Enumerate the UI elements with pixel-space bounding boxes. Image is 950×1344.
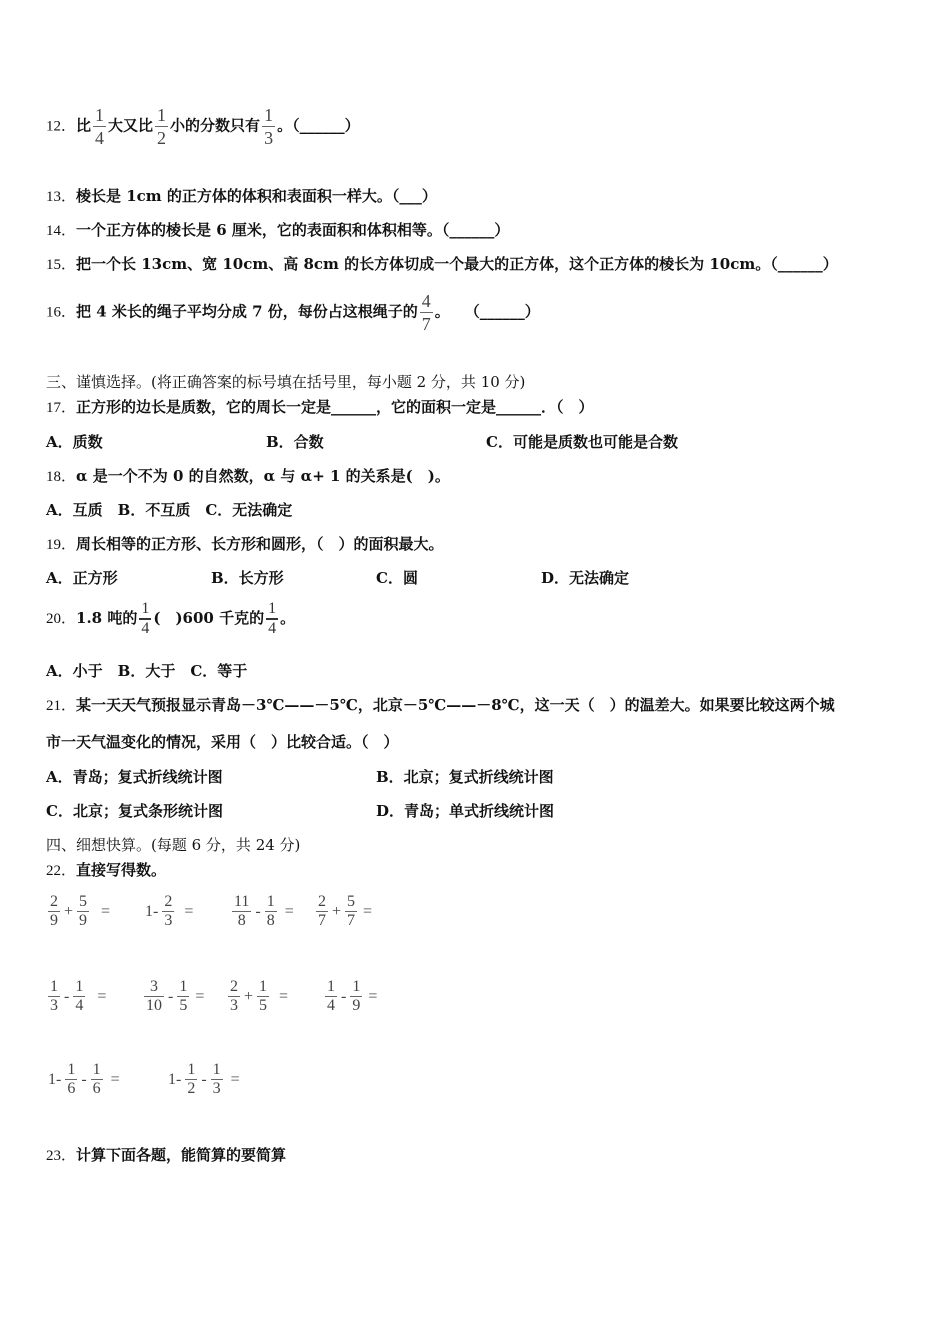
question-text: 某一天天气预报显示青岛－3℃——－5℃，北京－5℃——－8℃，这一天（ ）的温差大。如果要比较这两个城 — [76, 696, 835, 714]
equals-sign: = — [279, 987, 289, 1005]
fraction: $\frac{1}{3}$ — [212, 1061, 221, 1097]
fraction: $\frac{2}{3}$ — [164, 893, 173, 929]
question-text: 棱长是 1cm 的正方体的体积和表面积一样大。（___） — [76, 187, 437, 205]
answer-blank: 。（______） — [277, 116, 360, 135]
question-13 — [46, 186, 437, 207]
section-title: 四、细想快算。(每题 6 分，共 24 分) — [46, 836, 301, 854]
question-15 — [46, 254, 838, 275]
option-c: C．可能是质数也可能是合数 — [486, 433, 678, 451]
operator: - — [201, 1070, 207, 1088]
question-14 — [46, 220, 509, 241]
fraction: $\frac{11}{8}$ — [234, 893, 250, 929]
options-row: A．互质 B．不互质 C．无法确定 — [46, 501, 293, 519]
question-text: 一个正方体的棱长是 6 厘米，它的表面积和体积相等。（______） — [76, 221, 510, 239]
question-17 — [46, 397, 594, 418]
question-text: 直接写得数。 — [76, 861, 167, 879]
calc-item — [143, 893, 195, 930]
question-16 — [46, 290, 540, 335]
question-text: 小的分数只有 — [170, 116, 261, 135]
calc-item — [46, 1061, 122, 1098]
question-12 — [46, 104, 360, 149]
option-c: C．圆 — [376, 569, 418, 587]
fraction: $\frac{4}{7}$ — [421, 291, 431, 334]
equals-sign: = — [284, 902, 294, 920]
fraction: $\frac{1}{4}$ — [268, 600, 277, 637]
calc-item — [142, 978, 206, 1015]
fraction: $\frac{3}{10}$ — [146, 978, 162, 1014]
question-19 — [46, 534, 444, 555]
calc-item — [166, 1061, 242, 1098]
question-text: 计算下面各题，能简算的要简算 — [76, 1146, 287, 1164]
fraction: $\frac{1}{4}$ — [95, 105, 105, 148]
calc-item — [226, 978, 290, 1015]
fraction: $\frac{1}{5}$ — [259, 978, 268, 1014]
equals-sign: = — [110, 1070, 120, 1088]
question-text: 比 — [76, 116, 92, 135]
fraction: $\frac{2}{9}$ — [50, 893, 58, 929]
question-number: 17． — [46, 400, 77, 416]
fraction: $\frac{1}{2}$ — [187, 1061, 196, 1097]
whole-number: 1- — [168, 1070, 182, 1088]
calc-item — [323, 978, 379, 1015]
equals-sign: = — [184, 902, 194, 920]
question-21-line2: 市一天气温变化的情况，采用（ ）比较合适。（ ） — [46, 733, 399, 751]
fraction: $\frac{1}{4}$ — [75, 978, 84, 1014]
option-a: A．正方形 — [46, 569, 118, 587]
calc-item — [314, 893, 374, 930]
option-d: D．无法确定 — [541, 569, 630, 587]
equals-sign: = — [363, 902, 373, 920]
question-text: 大又比 — [108, 116, 154, 135]
answer-blank: 。 （______） — [434, 302, 540, 321]
section-title: 三、谨慎选择。(将正确答案的标号填在括号里，每小题 2 分，共 10 分) — [46, 373, 526, 391]
operator: - — [255, 902, 261, 920]
equals-sign: = — [230, 1070, 240, 1088]
question-20 — [46, 600, 295, 638]
option-a: A．质数 — [46, 433, 103, 451]
question-21 — [46, 695, 835, 716]
question-18 — [46, 466, 450, 487]
whole-number: 1- — [145, 902, 159, 920]
fraction: $\frac{1}{9}$ — [352, 978, 361, 1014]
operator: - — [341, 987, 347, 1005]
equals-sign: = — [368, 987, 378, 1005]
question-number: 13． — [46, 189, 77, 205]
question-number: 22． — [46, 863, 77, 879]
fraction: $\frac{1}{5}$ — [179, 978, 188, 1014]
question-number: 21． — [46, 698, 77, 714]
fraction: $\frac{1}{2}$ — [157, 105, 167, 148]
question-number: 14． — [46, 223, 77, 239]
question-number: 19． — [46, 537, 77, 553]
options-row: A．小于 B．大于 C．等于 — [46, 662, 248, 680]
option-c: C．北京；复式条形统计图 — [46, 802, 223, 820]
fraction: $\frac{5}{7}$ — [347, 893, 356, 929]
fraction: $\frac{5}{9}$ — [79, 893, 88, 929]
question-number: 18． — [46, 469, 77, 485]
question-number: 16． — [46, 304, 77, 321]
fraction: $\frac{1}{8}$ — [266, 893, 275, 929]
section-4-title — [46, 835, 300, 855]
operator: - — [168, 987, 174, 1005]
question-23 — [46, 1145, 286, 1166]
question-text: 1.8 吨的 — [76, 609, 138, 627]
question-number: 20． — [46, 611, 77, 627]
question-text: α 是一个不为 0 的自然数，α 与 α+ 1 的关系是( )。 — [76, 467, 450, 485]
option-d: D．青岛；单式折线统计图 — [376, 802, 555, 820]
fraction: $\frac{1}{4}$ — [327, 978, 335, 1014]
option-b: B．长方形 — [211, 569, 284, 587]
fraction: $\frac{1}{6}$ — [92, 1061, 101, 1097]
operator: + — [64, 902, 74, 920]
calc-item — [46, 893, 112, 930]
operator: - — [81, 1070, 87, 1088]
question-number: 15． — [46, 257, 77, 273]
calc-item — [230, 893, 296, 930]
fraction: $\frac{2}{7}$ — [318, 893, 326, 929]
question-text: 正方形的边长是质数，它的周长一定是______，它的面积一定是______．（ ） — [76, 398, 594, 416]
equals-sign: = — [97, 987, 107, 1005]
fraction: $\frac{1}{6}$ — [67, 1061, 76, 1097]
option-b: B．合数 — [266, 433, 324, 451]
question-22 — [46, 860, 166, 881]
whole-number: 1- — [48, 1070, 62, 1088]
operator: + — [332, 902, 342, 920]
equals-sign: = — [101, 902, 111, 920]
fraction: $\frac{1}{3}$ — [50, 978, 58, 1014]
option-a: A．青岛；复式折线统计图 — [46, 768, 223, 786]
option-b: B．北京；复式折线统计图 — [376, 768, 554, 786]
calc-item — [46, 978, 108, 1015]
question-text: 周长相等的正方形、长方形和圆形，（ ）的面积最大。 — [76, 535, 444, 553]
fraction: $\frac{1}{3}$ — [264, 105, 274, 148]
operator: - — [64, 987, 70, 1005]
operator: + — [244, 987, 254, 1005]
fraction: $\frac{1}{4}$ — [141, 600, 150, 637]
question-text: 。 — [280, 609, 296, 627]
question-number: 23． — [46, 1148, 77, 1164]
section-3-title — [46, 372, 525, 392]
question-text: 把一个长 13cm、宽 10cm、高 8cm 的长方体切成一个最大的正方体，这个正方体的棱长为 10cm。（______） — [76, 255, 838, 273]
question-number: 12． — [46, 118, 77, 135]
question-text: ( )600 千克的 — [153, 609, 265, 627]
fraction: $\frac{2}{3}$ — [230, 978, 238, 1014]
question-text: 把 4 米长的绳子平均分成 7 份，每份占这根绳子的 — [76, 302, 418, 321]
equals-sign: = — [195, 987, 205, 1005]
